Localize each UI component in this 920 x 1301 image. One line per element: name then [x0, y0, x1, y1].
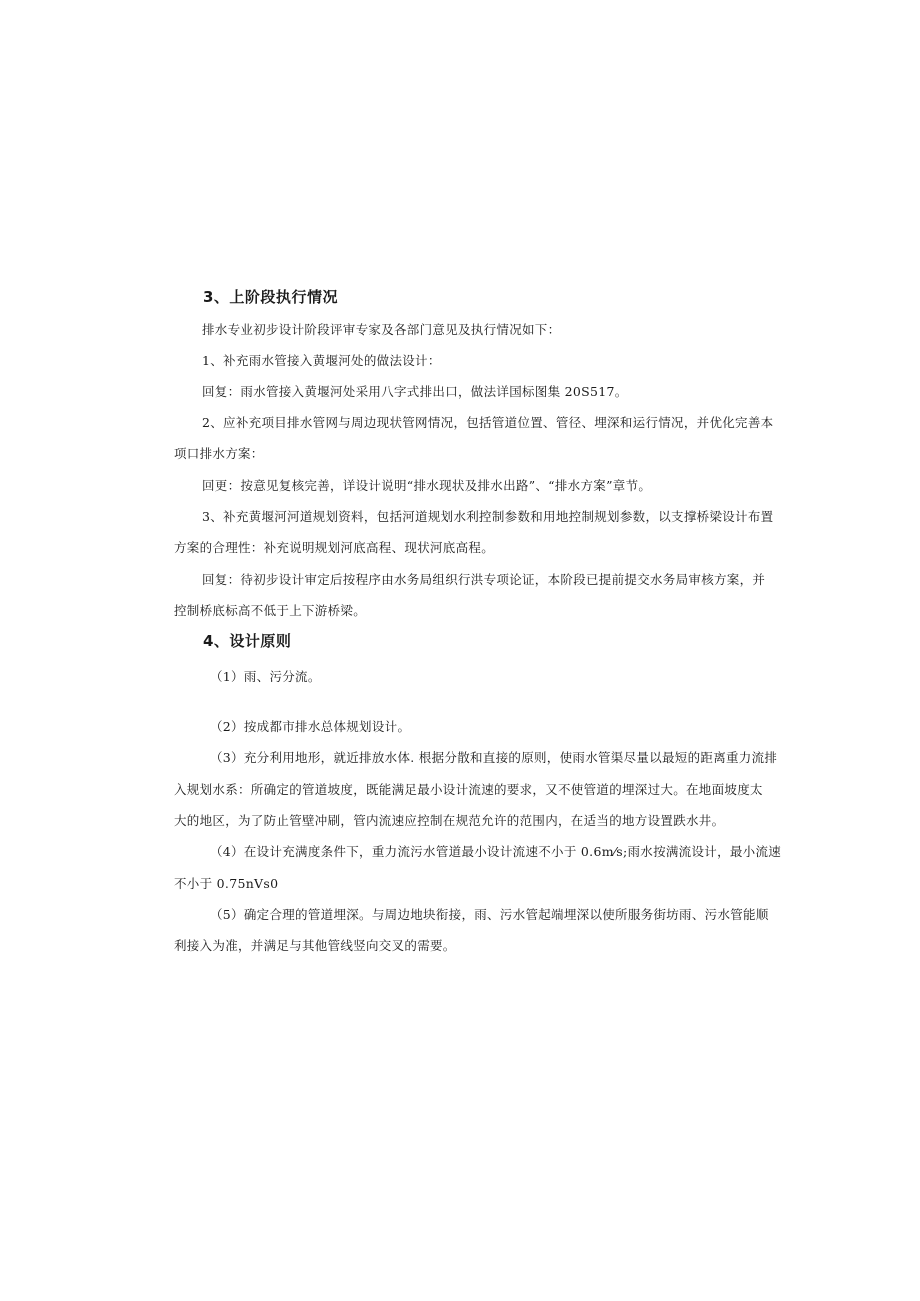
paragraph-line: 利接入为准，并满足与其他管线竖向交叉的需要。 [174, 938, 456, 953]
paragraph-line: 回复：雨水管接入黄堰河处采用八字式排出口，做法详国标图集 20S517。 [202, 384, 628, 399]
paragraph-line: 不小于 0.75nVs0 [174, 876, 279, 891]
paragraph-line: 方案的合理性：补充说明规划河底高程、现状河底高程。 [174, 540, 495, 555]
paragraph-line: 回复：待初步设计审定后按程序由水务局组织行洪专项论证，本阶段已提前提交水务局审核方案，并 [202, 572, 766, 587]
paragraph-line: 入规划水系：所确定的管道坡度，既能满足最小设计流速的要求，又不使管道的埋深过大。在地面坡度太 [174, 782, 763, 797]
paragraph-line: 控制桥底标高不低于上下游桥梁。 [174, 603, 367, 618]
paragraph-line: 项口排水方案： [174, 446, 264, 461]
paragraph-line: （5）确定合理的管道埋深。与周边地块衔接，雨、污水管起端埋深以使所服务街坊雨、污水管能顺 [210, 907, 769, 922]
paragraph-line: （4）在设计充满度条件下，重力流污水管道最小设计流速不小于 0.6m⁄s;雨水按满流设计，最小流速 [210, 844, 782, 859]
section-3-heading: 3、上阶段执行情况 [203, 288, 338, 306]
paragraph-line: （3）充分利用地形，就近排放水体. 根据分散和直接的原则，使雨水管渠尽量以最短的距离重力流排 [210, 750, 778, 765]
paragraph-line: （2）按成都市排水总体规划设计。 [210, 719, 411, 734]
paragraph-line: （1）雨、污分流。 [210, 669, 321, 684]
paragraph-line: 排水专业初步设计阶段评审专家及各部门意见及执行情况如下： [202, 322, 561, 337]
paragraph-line: 2、应补充项目排水管网与周边现状管网情况，包括管道位置、管径、埋深和运行情况，并优化完善本 [202, 415, 774, 430]
paragraph-line: 1、补充雨水管接入黄堰河处的做法设计： [202, 353, 441, 368]
paragraph-line: 大的地区，为了防止管壁冲刷，管内流速应控制在规范允许的范围内，在适当的地方设置跌水井。 [174, 813, 725, 828]
paragraph-line: 回更：按意见复核完善，详设计说明“排水现状及排水出路”、“排水方案”章节。 [202, 478, 652, 493]
section-4-heading: 4、设计原则 [203, 632, 292, 650]
paragraph-line: 3、补充黄堰河河道规划资料，包括河道规划水利控制参数和用地控制规划参数，以支撑桥梁设计布置 [202, 509, 774, 524]
